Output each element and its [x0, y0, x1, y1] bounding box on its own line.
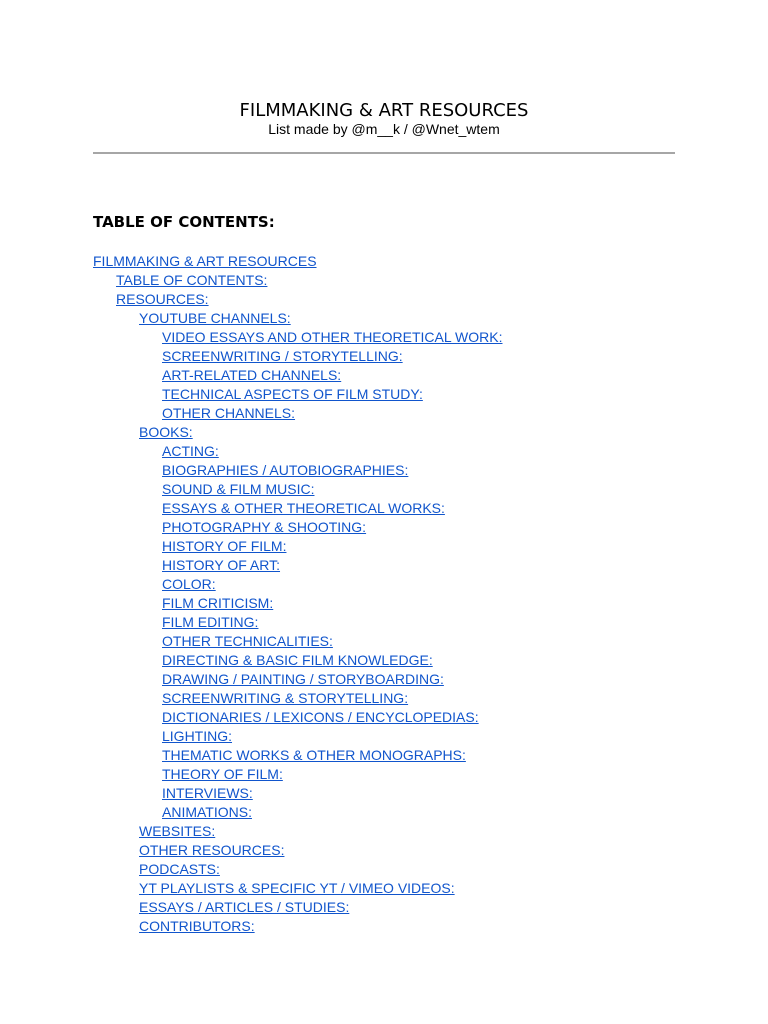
toc-link[interactable]: LIGHTING: — [162, 728, 233, 744]
toc-link[interactable]: COLOR: — [162, 576, 216, 592]
toc-entry — [93, 252, 502, 271]
toc-link[interactable]: DIRECTING & BASIC FILM KNOWLEDGE: — [162, 652, 433, 668]
toc-link[interactable]: HISTORY OF ART: — [162, 557, 281, 573]
toc-entry — [93, 385, 502, 404]
toc-heading: TABLE OF CONTENTS: — [93, 213, 275, 231]
toc-entry — [93, 290, 502, 309]
toc-link[interactable]: SCREENWRITING & STORYTELLING: — [162, 690, 409, 706]
toc-entry — [93, 879, 502, 898]
toc-entry — [93, 613, 502, 632]
toc-link[interactable]: PODCASTS: — [139, 861, 220, 877]
toc-link[interactable]: INTERVIEWS: — [162, 785, 253, 801]
toc-link[interactable]: YOUTUBE CHANNELS: — [139, 310, 291, 326]
toc-entry — [93, 404, 502, 423]
toc-entry — [93, 499, 502, 518]
toc-entry — [93, 822, 502, 841]
toc-link[interactable]: TECHNICAL ASPECTS OF FILM STUDY: — [162, 386, 423, 402]
toc-link[interactable]: SCREENWRITING / STORYTELLING: — [162, 348, 403, 364]
toc-entry — [93, 575, 502, 594]
toc-entry — [93, 461, 502, 480]
toc-link[interactable]: PHOTOGRAPHY & SHOOTING: — [162, 519, 367, 535]
table-of-contents — [93, 252, 502, 936]
toc-link[interactable]: FILMMAKING & ART RESOURCES — [93, 253, 317, 269]
document-subtitle: List made by @m__k / @Wnet_wtem — [268, 121, 500, 137]
toc-entry — [93, 556, 502, 575]
toc-link[interactable]: RESOURCES: — [116, 291, 209, 307]
toc-link[interactable]: ANIMATIONS: — [162, 804, 252, 820]
toc-entry — [93, 309, 502, 328]
toc-entry — [93, 784, 502, 803]
toc-entry — [93, 727, 502, 746]
toc-link[interactable]: DICTIONARIES / LEXICONS / ENCYCLOPEDIAS: — [162, 709, 479, 725]
document-title: FILMMAKING & ART RESOURCES — [239, 100, 529, 121]
toc-entry — [93, 898, 502, 917]
toc-link[interactable]: DRAWING / PAINTING / STORYBOARDING: — [162, 671, 444, 687]
toc-entry — [93, 765, 502, 784]
toc-link[interactable]: YT PLAYLISTS & SPECIFIC YT / VIMEO VIDEOS: — [139, 880, 455, 896]
toc-entry — [93, 347, 502, 366]
toc-link[interactable]: BOOKS: — [139, 424, 193, 440]
toc-link[interactable]: SOUND & FILM MUSIC: — [162, 481, 315, 497]
toc-entry — [93, 328, 502, 347]
toc-link[interactable]: THEMATIC WORKS & OTHER MONOGRAPHS: — [162, 747, 466, 763]
toc-link[interactable]: THEORY OF FILM: — [162, 766, 283, 782]
toc-link[interactable]: ESSAYS / ARTICLES / STUDIES: — [139, 899, 350, 915]
toc-entry — [93, 518, 502, 537]
toc-entry — [93, 480, 502, 499]
toc-entry — [93, 746, 502, 765]
horizontal-rule — [93, 152, 675, 154]
toc-entry — [93, 708, 502, 727]
toc-entry — [93, 841, 502, 860]
toc-link[interactable]: OTHER TECHNICALITIES: — [162, 633, 333, 649]
toc-entry — [93, 670, 502, 689]
toc-entry — [93, 651, 502, 670]
toc-link[interactable]: OTHER RESOURCES: — [139, 842, 285, 858]
toc-link[interactable]: BIOGRAPHIES / AUTOBIOGRAPHIES: — [162, 462, 409, 478]
toc-entry — [93, 594, 502, 613]
toc-entry — [93, 632, 502, 651]
toc-link[interactable]: FILM CRITICISM: — [162, 595, 274, 611]
toc-entry — [93, 442, 502, 461]
toc-entry — [93, 423, 502, 442]
toc-entry — [93, 689, 502, 708]
toc-entry — [93, 271, 502, 290]
toc-entry — [93, 803, 502, 822]
toc-link[interactable]: ESSAYS & OTHER THEORETICAL WORKS: — [162, 500, 445, 516]
toc-entry — [93, 860, 502, 879]
toc-link[interactable]: CONTRIBUTORS: — [139, 918, 255, 934]
toc-link[interactable]: OTHER CHANNELS: — [162, 405, 296, 421]
toc-link[interactable]: ACTING: — [162, 443, 219, 459]
toc-link[interactable]: FILM EDITING: — [162, 614, 259, 630]
toc-link[interactable]: TABLE OF CONTENTS: — [116, 272, 268, 288]
toc-link[interactable]: VIDEO ESSAYS AND OTHER THEORETICAL WORK: — [162, 329, 503, 345]
toc-entry — [93, 917, 502, 936]
toc-link[interactable]: HISTORY OF FILM: — [162, 538, 287, 554]
toc-link[interactable]: ART-RELATED CHANNELS: — [162, 367, 342, 383]
toc-entry — [93, 366, 502, 385]
toc-link[interactable]: WEBSITES: — [139, 823, 216, 839]
toc-entry — [93, 537, 502, 556]
